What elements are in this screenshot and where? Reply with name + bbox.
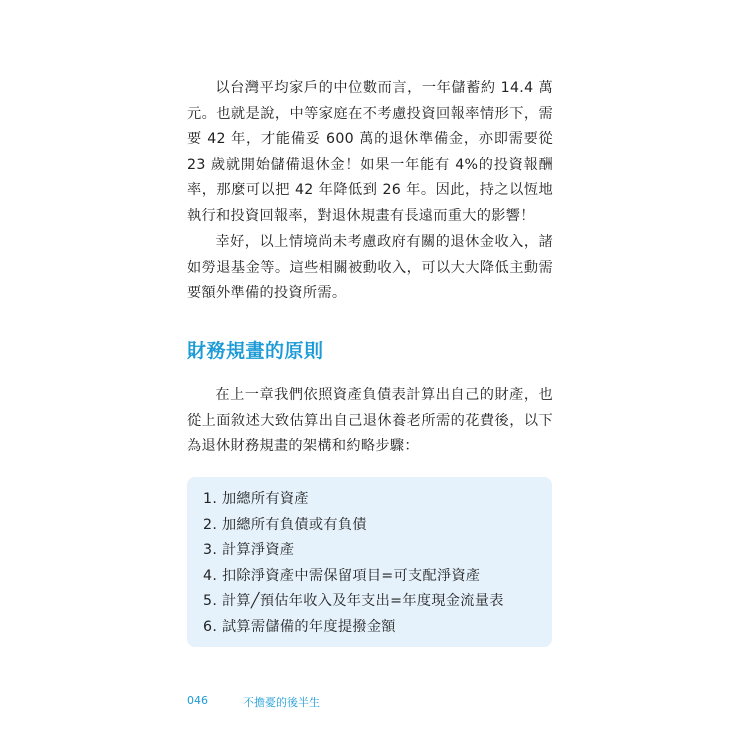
step-item: 6. 試算需儲備的年度提撥金額 [203,618,396,635]
step-item: 5. 計算╱預估年收入及年支出=年度現金流量表 [203,593,504,610]
step-item: 1. 加總所有資產 [203,491,309,507]
steps-box [187,477,552,647]
body-paragraph-1: 以台灣平均家戶的中位數而言，一年儲蓄約 14.4 萬元。也就是說，中等家庭在不考慮投資回報率情形下，需要 42 年，才能備妥 600 萬的退休準備金，亦即需要從 23 歲就開始儲備退休金！如果一年能有 4%的投資報酬率，那麼可以把 42 年降低到 26 年。因此，持之以恆地執行和投資回報率，對退休規畫有長遠而重大的影響！ [187,80,553,224]
step-item: 3. 計算淨資產 [203,542,295,559]
running-title: 不擔憂的後半生 [243,696,320,709]
body-paragraph-3: 在上一章我們依照資產負債表計算出自己的財產，也從上面敘述大致估算出自己退休養老所需的花費後，以下為退休財務規畫的架構和約略步驟： [187,387,553,454]
page-number: 046 [187,694,208,707]
section-heading: 財務規畫的原則 [187,340,324,362]
step-item: 4. 扣除淨資產中需保留項目=可支配淨資產 [203,567,481,584]
body-paragraph-2: 幸好，以上情境尚未考慮政府有關的退休金收入，諸如勞退基金等。這些相關被動收入，可以大大降低主動需要額外準備的投資所需。 [187,234,553,301]
step-item: 2. 加總所有負債或有負債 [203,516,367,533]
